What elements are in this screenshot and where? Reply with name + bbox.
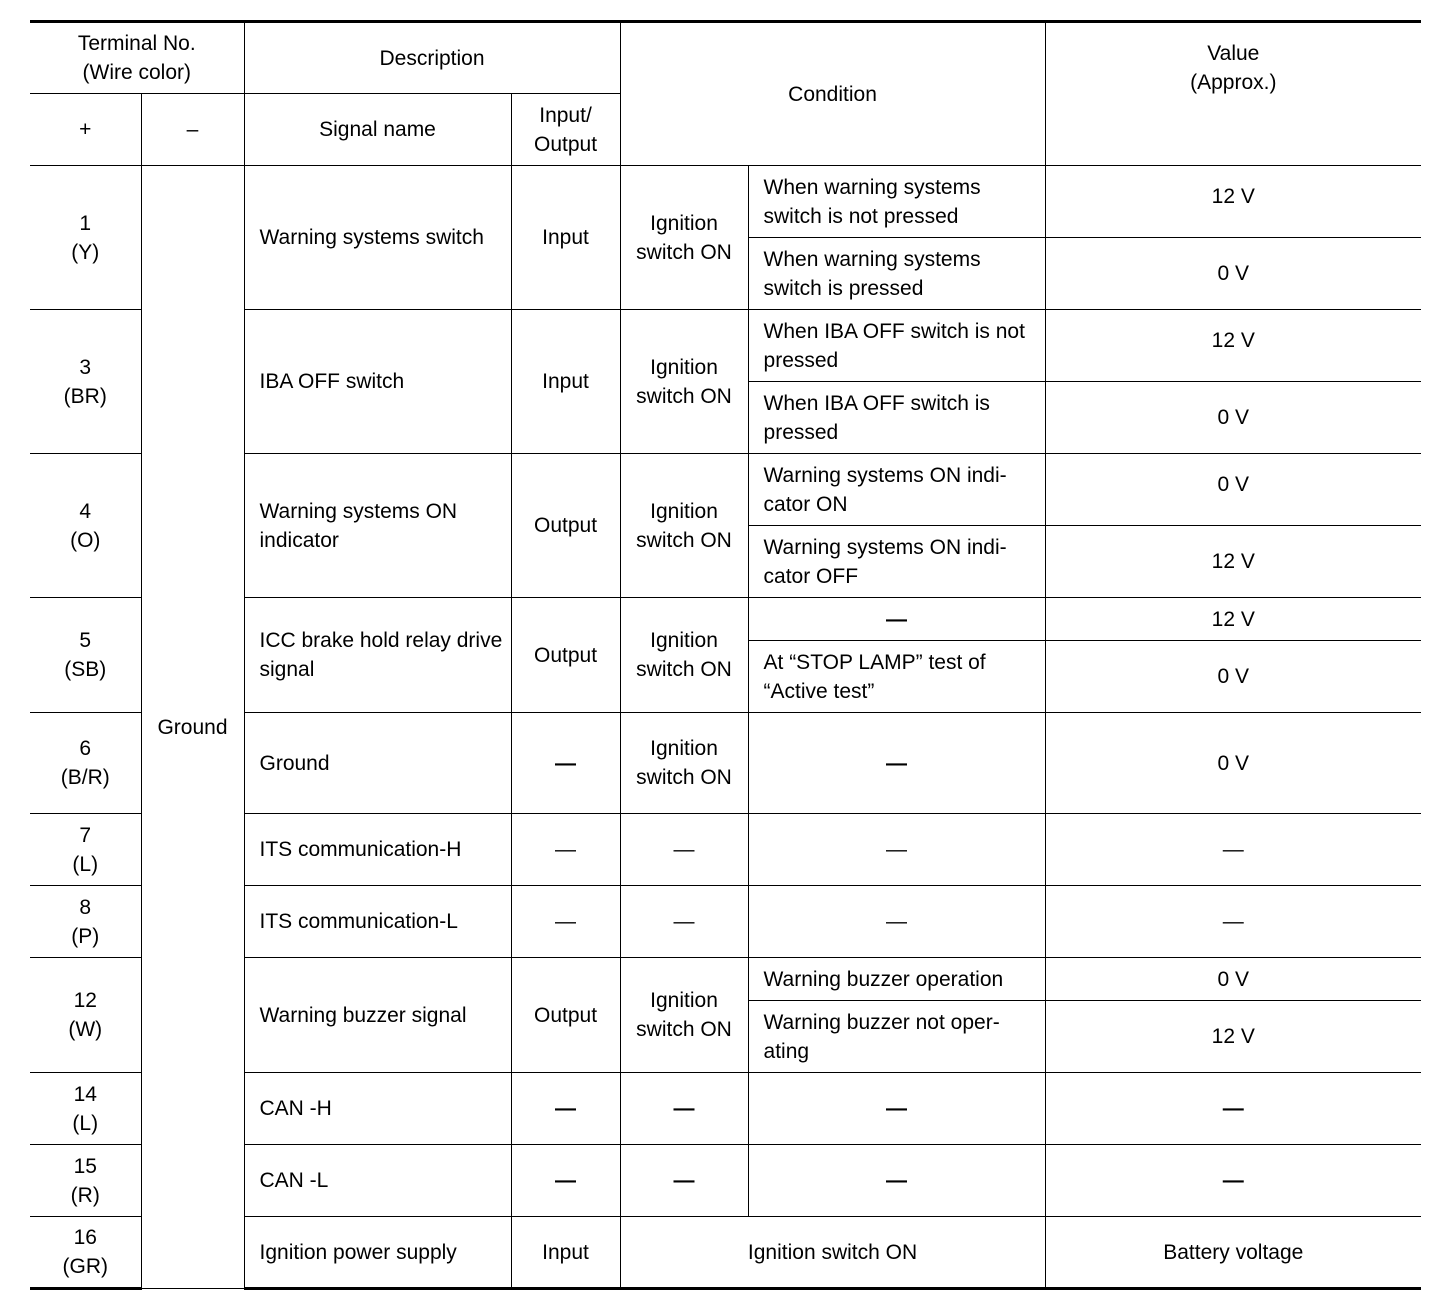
sub-condition-cell: — bbox=[748, 713, 1045, 814]
condition-cell: — bbox=[620, 814, 748, 886]
signal-cell: Warning systems ON indicator bbox=[244, 454, 511, 598]
value-cell: — bbox=[1045, 886, 1421, 958]
io-cell: — bbox=[511, 1145, 620, 1217]
io-cell: — bbox=[511, 1073, 620, 1145]
terminal-cell: 7 (L) bbox=[30, 814, 141, 886]
value-cell: 12 V bbox=[1045, 1001, 1421, 1073]
condition-cell: — bbox=[620, 886, 748, 958]
value-cell: — bbox=[1045, 814, 1421, 886]
condition-cell: — bbox=[620, 1073, 748, 1145]
sub-condition-cell: When warning systems switch is not pressed bbox=[748, 166, 1045, 238]
condition-cell: Ignition switch ON bbox=[620, 958, 748, 1073]
terminal-cell: 1 (Y) bbox=[30, 166, 141, 310]
sub-condition-cell: — bbox=[748, 814, 1045, 886]
sub-condition-cell: — bbox=[748, 1073, 1045, 1145]
signal-cell: Warning systems switch bbox=[244, 166, 511, 310]
sub-condition-cell: Warning systems ON indi-cator ON bbox=[748, 454, 1045, 526]
minus-header: – bbox=[141, 94, 244, 166]
condition-cell: — bbox=[620, 1145, 748, 1217]
signal-cell: Ignition power supply bbox=[244, 1217, 511, 1289]
value-cell: 12 V bbox=[1045, 310, 1421, 382]
condition-cell: Ignition switch ON bbox=[620, 454, 748, 598]
sub-condition-cell: At “STOP LAMP” test of “Active test” bbox=[748, 641, 1045, 713]
signal-cell: CAN -L bbox=[244, 1145, 511, 1217]
value-cell: 0 V bbox=[1045, 958, 1421, 1001]
terminal-cell: 12 (W) bbox=[30, 958, 141, 1073]
condition-cell: Ignition switch ON bbox=[620, 713, 748, 814]
terminal-cell: 4 (O) bbox=[30, 454, 141, 598]
sub-condition-cell: — bbox=[748, 886, 1045, 958]
io-cell: Output bbox=[511, 958, 620, 1073]
signal-cell: ITS communication-L bbox=[244, 886, 511, 958]
plus-header: + bbox=[30, 94, 141, 166]
value-cell: Battery voltage bbox=[1045, 1217, 1421, 1289]
sub-condition-cell: When IBA OFF switch is pressed bbox=[748, 382, 1045, 454]
terminal-cell: 3 (BR) bbox=[30, 310, 141, 454]
io-cell: Input bbox=[511, 1217, 620, 1289]
description-header: Description bbox=[244, 22, 620, 94]
value-cell: — bbox=[1045, 1145, 1421, 1217]
value-cell: 0 V bbox=[1045, 713, 1421, 814]
signal-cell: CAN -H bbox=[244, 1073, 511, 1145]
terminal-cell: 6 (B/R) bbox=[30, 713, 141, 814]
sub-condition-cell: Warning buzzer operation bbox=[748, 958, 1045, 1001]
signal-cell: IBA OFF switch bbox=[244, 310, 511, 454]
io-cell: — bbox=[511, 886, 620, 958]
sub-condition-cell: — bbox=[748, 598, 1045, 641]
condition-cell: Ignition switch ON bbox=[620, 166, 748, 310]
terminal-cell: 14 (L) bbox=[30, 1073, 141, 1145]
input-output-header: Input/ Output bbox=[511, 94, 620, 166]
value-header: Value (Approx.) bbox=[1045, 22, 1421, 166]
io-cell: Output bbox=[511, 454, 620, 598]
terminal-cell: 5 (SB) bbox=[30, 598, 141, 713]
value-cell: 0 V bbox=[1045, 238, 1421, 310]
signal-cell: Warning buzzer signal bbox=[244, 958, 511, 1073]
signal-cell: Ground bbox=[244, 713, 511, 814]
value-cell: 12 V bbox=[1045, 598, 1421, 641]
sub-condition-cell: Warning systems ON indi-cator OFF bbox=[748, 526, 1045, 598]
terminal-cell: 8 (P) bbox=[30, 886, 141, 958]
value-cell: 12 V bbox=[1045, 166, 1421, 238]
condition-cell: Ignition switch ON bbox=[620, 598, 748, 713]
sub-condition-cell: Warning buzzer not oper-ating bbox=[748, 1001, 1045, 1073]
terminal-table bbox=[30, 20, 1421, 1290]
terminal-no-header: Terminal No. (Wire color) bbox=[30, 22, 244, 94]
terminal-cell: 16 (GR) bbox=[30, 1217, 141, 1289]
sub-condition-cell: — bbox=[748, 1145, 1045, 1217]
signal-cell: ITS communication-H bbox=[244, 814, 511, 886]
ground-cell: Ground bbox=[141, 166, 244, 1289]
value-cell: 0 V bbox=[1045, 382, 1421, 454]
signal-cell: ICC brake hold relay drive signal bbox=[244, 598, 511, 713]
io-cell: Input bbox=[511, 166, 620, 310]
io-cell: — bbox=[511, 713, 620, 814]
value-cell: — bbox=[1045, 1073, 1421, 1145]
value-cell: 0 V bbox=[1045, 454, 1421, 526]
sub-condition-cell: When warning systems switch is pressed bbox=[748, 238, 1045, 310]
condition-header: Condition bbox=[620, 22, 1045, 166]
value-cell: 0 V bbox=[1045, 641, 1421, 713]
io-cell: Input bbox=[511, 310, 620, 454]
sub-condition-cell: When IBA OFF switch is not pressed bbox=[748, 310, 1045, 382]
io-cell: Output bbox=[511, 598, 620, 713]
signal-name-header: Signal name bbox=[244, 94, 511, 166]
condition-cell: Ignition switch ON bbox=[620, 1217, 1045, 1289]
condition-cell: Ignition switch ON bbox=[620, 310, 748, 454]
terminal-cell: 15 (R) bbox=[30, 1145, 141, 1217]
value-cell: 12 V bbox=[1045, 526, 1421, 598]
table-row bbox=[30, 166, 1421, 238]
io-cell: — bbox=[511, 814, 620, 886]
